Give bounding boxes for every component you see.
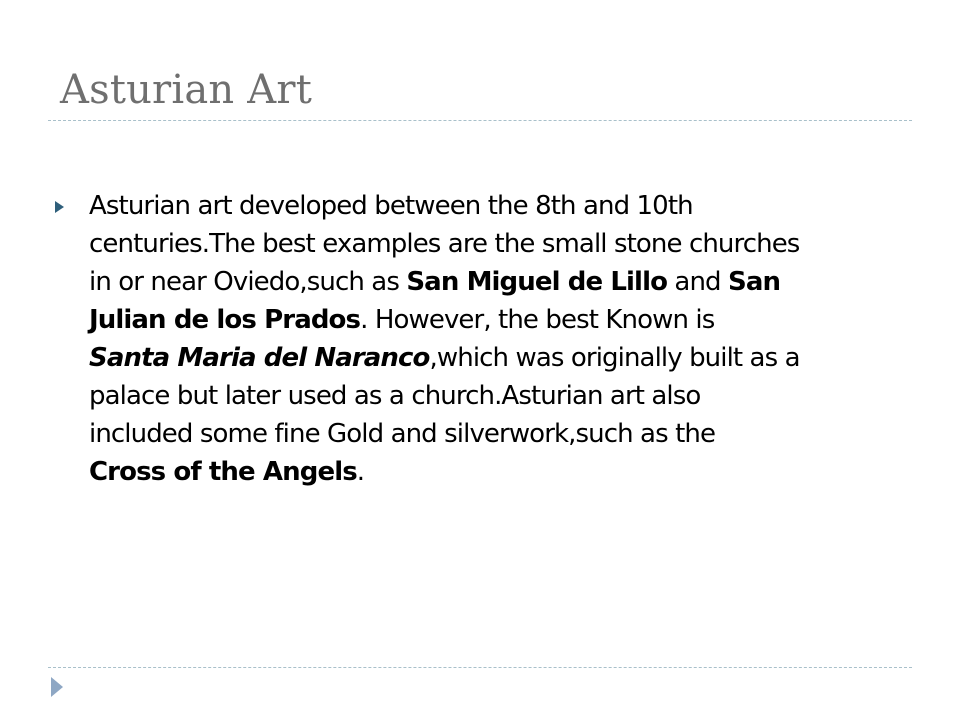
body-line-6: palace but later used as a church.Asturian art also [89, 381, 701, 411]
body-text-segment: . However, the best Known is [360, 305, 715, 335]
body-line-8 [89, 453, 929, 491]
bottom-divider [48, 667, 912, 668]
triangle-marker-icon [51, 677, 63, 697]
church-name-santa-maria-del-naranco: Santa Maria del Naranco [89, 343, 430, 373]
body-text-segment: in or near Oviedo,such as [89, 267, 407, 297]
top-divider [48, 120, 912, 121]
church-name-san-start: San [728, 267, 781, 297]
body-line-4 [89, 301, 929, 339]
body-text-segment: . [356, 457, 365, 487]
body-line-3 [89, 263, 929, 301]
body-line-2: centuries.The best examples are the small stone churches [89, 229, 800, 259]
church-name-san-miguel-de-lillo: San Miguel de Lillo [406, 267, 668, 297]
artifact-name-cross-of-the-angels: Cross of the Angels [89, 457, 357, 487]
body-text-segment: ,which was originally built as a [429, 343, 800, 373]
slide-body [89, 187, 929, 491]
slide-title: Asturian Art [60, 67, 312, 113]
body-text-segment: and [667, 267, 728, 297]
body-line-1: Asturian art developed between the 8th and 10th [89, 191, 693, 221]
body-line-7: included some fine Gold and silverwork,such as the [89, 419, 716, 449]
body-line-5 [89, 339, 929, 377]
church-name-julian-de-los-prados: Julian de los Prados [89, 305, 361, 335]
triangle-bullet-icon [55, 201, 64, 213]
